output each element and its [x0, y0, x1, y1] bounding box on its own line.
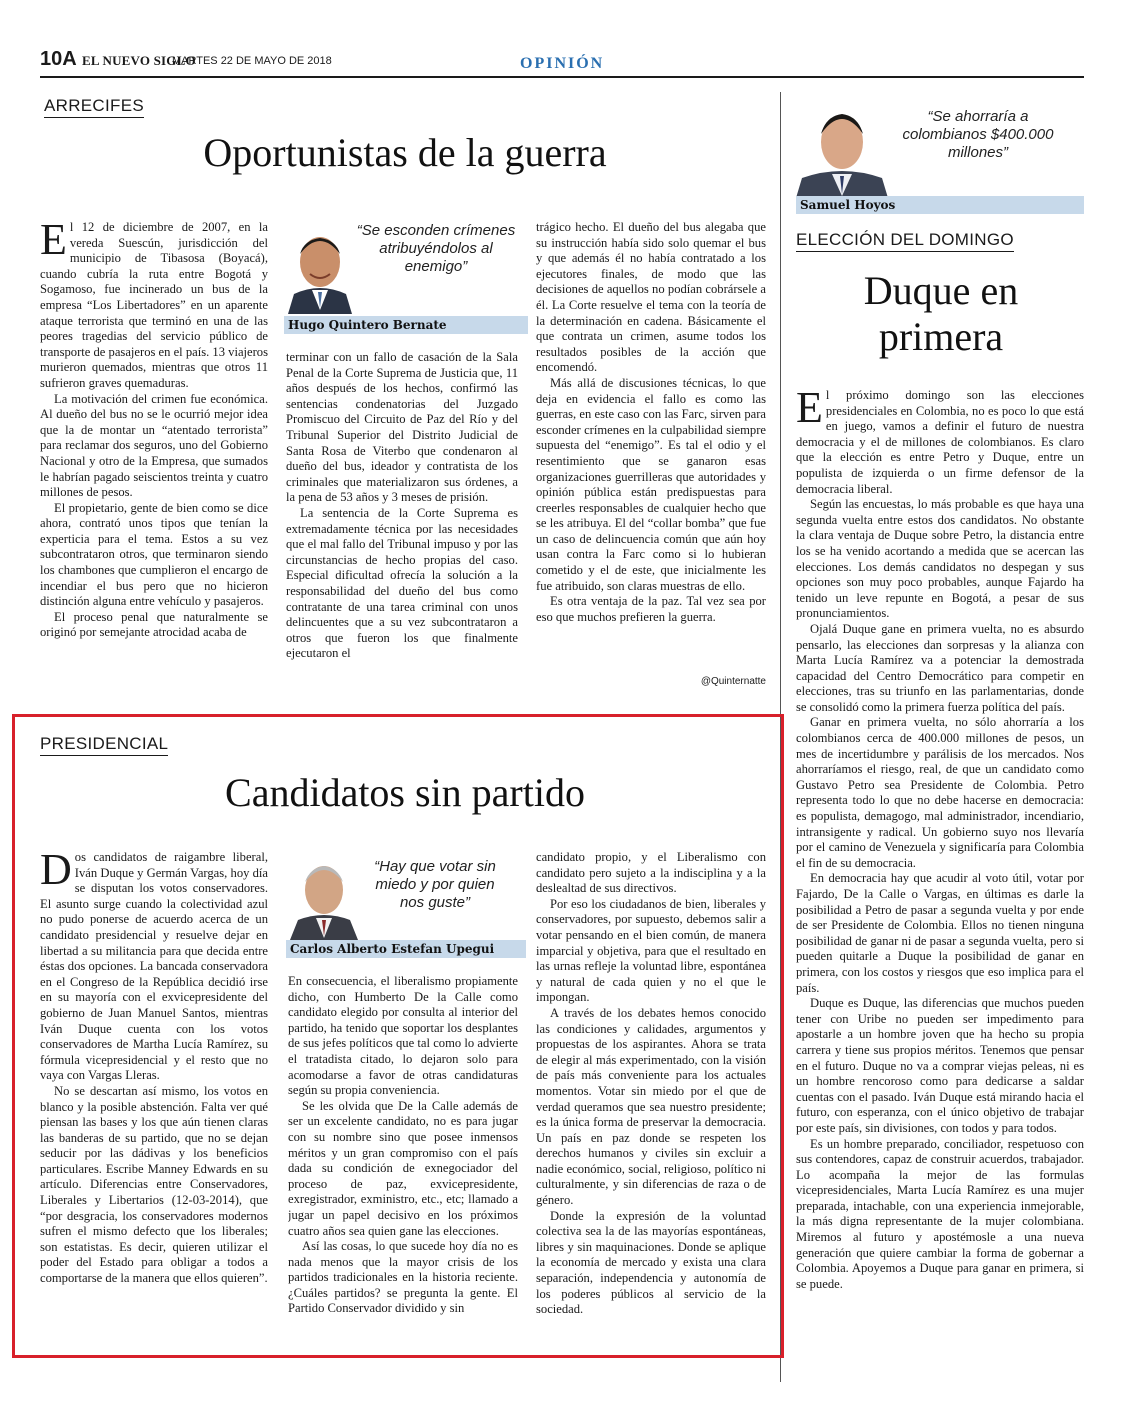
article1-author: Hugo Quintero Bernate [284, 316, 528, 334]
author-handle: @Quinternatte [700, 676, 766, 687]
paragraph: Es un hombre preparado, conciliador, respetuoso con sus contendores, capaz de construir acuerdos, trabajador. Lo acompaña la mejor de las formulas vicepresidenciales, Marta Lucía Ramírez es una mujer preparada, intachable, con una experiencia inmejorable, la más digna representante de la mujer colombiana. Miremos al futuro y apostémosle a una nueva generación que quiere cambiar la forma de gobernar a Colombia. Apoyemos a Duque para ganar en primera, si se puede. [796, 1136, 1084, 1291]
paragraph: El propietario, gente de bien como se dice ahora, contrató unos tipos que tenían la experticia para el tema. Estos a su vez subcontrataron otros, que terminaron siendo los chambones que cumplieron el encargo de incendiar el bus pero que no hicieron distinción alguna entre vehículo y pasajeros. [40, 500, 268, 609]
article3-author: Samuel Hoyos [796, 196, 1084, 214]
article3-body [796, 388, 1084, 1348]
article3-headline-line1: Duque en [863, 268, 1019, 313]
issue-date: MARTES 22 DE MAYO DE 2018 [172, 55, 332, 67]
author-photo-samuel-hoyos [796, 98, 888, 198]
article1-pull-quote: “Se esconden crímenes atribuyéndolos al enemigo” [356, 222, 516, 275]
paragraph: trágico hecho. El dueño del bus alegaba que su instrucción había sido solo quemar el bus y que además él no había contratado a los ejecutores finales, de modo que las decisiones de aquellos no podían cobrársele a él. La Corte resuelve el tema con la teoría de la determinación en cadena. Básicamente el que contrata un crimen, asume todos los resultados posibles de la acción que encomendó. [536, 220, 766, 375]
paragraph: En democracia hay que acudir al voto útil, votar por Fajardo, De la Calle o Vargas, en últimas es darle la posibilidad a Petro de pasar a segunda vuelta y por ende de ser Presidente de Colombia. Ellos no tienen ninguna posibilidad de ganar ni de pasar a segunda vuelta, pero si pueden quitarle a Duque la posibilidad de ganar en primera, con los costos y riesgos que eso implica para el país. [796, 871, 1084, 995]
paragraph: No se descartan así mismo, los votos en blanco y la posible abstención. Falta ver qué piensan las bases y los que aún tienen claras las banderas de su partido, que no se dejan seducir por las dádivas y los beneficios particulares. Escribe Manney Edwards en su artículo. Diferencias entre Conservadores, Liberales y Libertarios (12-03-2014), que “por desgracia, los conservadores modernos sufren el mismo defecto que los liberales; son estatistas. Es decir, quieren utilizar el poder del Estado para obligar a todos a comportarse de la manera que ellos quieren”. [40, 1083, 268, 1286]
article2-kicker: PRESIDENCIAL [40, 734, 168, 756]
paragraph: La motivación del crimen fue económica. Al dueño del bus no se le ocurrió mejor idea que la de montar un “atentado terrorista” para reclamar dos seguros, uno del Gobierno Nacional y otro de la Empresa, que sumados le habrían pagado seiscientos treinta y cuatro millones de pesos. [40, 391, 268, 500]
article2-dropcap: D [40, 850, 72, 894]
paragraph: Ganar en primera vuelta, no sólo ahorraría a los colombianos cerca de 400.000 millones de pesos, un mes de incertidumbre y parálisis de los mercados. Nos ahorraríamos el riesgo, real, de que un candidato como Gustavo Petro sea Presidente de Colombia. Petro representa todo lo que no debe hacerse en democracia: es populista, demagogo, mal administrador, incendiario, intransigente y radical. Un gobierno suyo nos llevaría por el camino de Venezuela y significaría para Colombia el fin de su democracia. [796, 715, 1084, 870]
article2-column-3 [536, 850, 766, 1346]
section-title: OPINIÓN [520, 55, 605, 72]
page-number: 10A [40, 48, 77, 70]
paragraph: Más allá de discusiones técnicas, lo que deja en evidencia el fallo es como las guerras, en este caso con las Farc, sirven para esconder crímenes en la culpabilidad siempre supuesta del “enemigo”. Es tal el odio y el resentimiento que se ganaron esas organizaciones guerrilleras que autoridades y opinión pública están predispuestas para creerles responsables de cualquier hecho que se les atribuya. El del “collar bomba” que fue un caso de delincuencia común que aún hoy usan contra la Farc como si lo hubieran cometido y el de este, que inicialmente les fue atribuido, son claras muestras de ello. [536, 375, 766, 593]
paragraph: En consecuencia, el liberalismo propiamente dicho, con Humberto De la Calle como candidato elegido por consulta al interior del partido, ha tenido que soportar los desplantes de sus jefes políticos que tal como lo advierte el tratadista citado, lo dejaron solo para acomodarse a favor de otras candidaturas según su propia conveniencia. [288, 974, 518, 1098]
article1-column-2 [286, 350, 518, 690]
paragraph: candidato propio, y el Liberalismo con candidato pero sujeto a la indisciplina y a la deslealtad de sus directivos. [536, 850, 766, 896]
paragraph: Así las cosas, lo que sucede hoy día no es nada menos que la mayor crisis de los partidos tradicionales en la historia reciente. ¿Cuáles partidos? se pregunta la gente. El Partido Conservador dividido y sin [288, 1239, 518, 1316]
paragraph: El proceso penal que naturalmente se originó por semejante atrocidad acaba de [40, 609, 268, 640]
article3-dropcap: E [796, 388, 823, 432]
paper-name: EL NUEVO SIGLO [82, 53, 196, 68]
article2-column-2 [288, 974, 518, 1346]
paragraph: La sentencia de la Corte Suprema es extremadamente técnica por las necesidades que el mal fallo del Tribunal impuso y por las circunstancias de hecho propias del caso. Especial dificultad ofrecía la solución a la responsabilidad del dueño del bus como contratante de una tarea criminal con unos delincuentes que a su vez subcontrataron a otros que fueron los que finalmente ejecutaron el [286, 505, 518, 661]
paragraph: Se les olvida que De la Calle además de ser un excelente candidato, no es para jugar con su nombre sino que posee inmensos méritos y un gran compromiso con el país dada su condición de exnegociador del proceso de paz, exvicepresidente, exregistrador, exministro, etc., etc; llamado a jugar un papel decisivo en los próximos cuatro años sea quien gane las elecciones. [288, 1098, 518, 1238]
paragraph: Duque es Duque, las diferencias que muchos pueden tener con Uribe no pueden ser impedimento para apostarle a un hombre joven que ha hecho su propia carrera y tiene sus propios méritos. Tenemos que pensar en el futuro. Duque no va a comprar viejas peleas, ni es un hombre rencoroso como para dedicarse a saldar cuentas con el pasado. Iván Duque está mirando hacia el futuro, con esperanza, con el único objetivo de trabajar por este país, sin divisiones, con todos y para todos. [796, 996, 1084, 1135]
article3-kicker: ELECCIÓN DEL DOMINGO [796, 230, 1014, 252]
article1-column-3 [536, 220, 766, 672]
paragraph: os candidatos de raigambre liberal, Iván Duque y Germán Vargas, hoy día se disputan los votos conservadores. El asunto surge cuando la colectividad azul no pudo ponerse de acuerdo acerca de un candidato presidencial y resuelve dejar en libertad a su militancia para que decida entre éstas dos opciones. La bancada conservadora en el Congreso de la República decidió irse en su mayoría con el exvicepresidente del gobierno de Juan Manuel Santos, mientras Iván Duque cuenta con los votos conservadores de Martha Lucía Ramírez, su fórmula vicepresidencial y el resto que no vaya con Vargas Lleras. [40, 850, 268, 1083]
article1-column-1 [40, 220, 268, 690]
article2-headline: Candidatos sin partido [225, 770, 585, 815]
paragraph: Ojalá Duque gane en primera vuelta, no es absurdo pensarlo, las elecciones dan sorpresas y la alianza con Marta Lucía Ramírez va a potenciar la demostrada capacidad del Centro Democrático para competir en elecciones, tras su triunfo en las parlamentarias, donde se consolidó como la primera fuerza política del país. [796, 621, 1084, 714]
paragraph: Donde la expresión de la voluntad colectiva sea la de las mayorías espontáneas, libres y sin maquinaciones. Donde se aplique la economía de mercado y exista una clara separación, independencia y autonomía de los poderes públicos al servicio de la sociedad. [536, 1208, 766, 1317]
paragraph: terminar con un fallo de casación de la Sala Penal de la Corte Suprema de Justicia que, 11 años después de los hechos, confirmó las sentencias condenatorias del Juzgado Promiscuo del Circuito de Paz del Río y del Tribunal Superior del Distrito Judicial de Santa Rosa de Viterbo que condenaron al dueño del bus, ideador y contratista de los criminales que materializaron sus órdenes, a la pena de 53 años y 3 meses de prisión. [286, 350, 518, 505]
masthead-rule [40, 76, 1084, 78]
paragraph: l próximo domingo son las elecciones presidenciales en Colombia, no es poco lo que está en juego, vamos a definir el futuro de nuestra democracia y el de millones de colombianos. Es claro que la elección es entre Petro y Duque, entre un populista de izquierda o un firme defensor de la democracia liberal. [796, 388, 1084, 496]
article2-author: Carlos Alberto Estefan Upegui [286, 940, 526, 958]
article2-column-1 [40, 850, 268, 1346]
paragraph: Por eso los ciudadanos de bien, liberales y conservadores, por supuesto, debemos salir a votar pensando en el bien común, de manera imparcial y objetiva, para que el resultado en las urnas refleje la voluntad libre, espontánea y natural de cada quien y no el que le impongan. [536, 896, 766, 1005]
article1-headline: Oportunistas de la guerra [203, 130, 607, 175]
article1-kicker: ARRECIFES [44, 96, 144, 118]
author-photo-carlos-estefan [288, 852, 360, 940]
article3-headline [796, 268, 1086, 360]
article2-pull-quote: “Hay que votar sin miedo y por quien nos guste” [374, 858, 496, 911]
article3-headline-line2: primera [878, 314, 1004, 359]
article1-dropcap: E [40, 220, 67, 264]
paragraph: A través de los debates hemos conocido las condiciones y calidades, argumentos y propuestas de los aspirantes. Ahora se trata de elegir al más experimentado, con la visión de país más conveniente para los actuales momentos. Votar sin miedo por el que de verdad queramos que sea nuestro presidente; es la única forma de preservar la democracia. Un país en paz donde se respeten los derechos humanos y civiles sin excluir a nadie económico, social, religioso, político ni culturalmente, y sin diferencias de raza o de género. [536, 1005, 766, 1208]
paragraph: Según las encuestas, lo más probable es que haya una segunda vuelta entre estos dos candidatos. No obstante la clara ventaja de Duque sobre Petro, la distancia entre los se ha venido acortando a medida que se acercan las elecciones. Los demás candidatos no despegan y sus opciones son muy poco probables, aunque Fajardo ha tenido un leve repunte en Bogotá, a pesar de sus pronunciamientos. [796, 497, 1084, 621]
paragraph: l 12 de diciembre de 2007, en la vereda Suescún, jurisdicción del municipio de Tibasosa (Boyacá), cuando cubría la ruta entre Bogotá y Sogamoso, fue incinerado un bus de la empresa “Los Libertadores” en un aparente ataque terrorista que terminó en una de las peores tragedias del servicio público de transporte de pasajeros en el país. 13 viajeros murieron quemados, mientras que otros 11 sufrieron graves quemaduras. [40, 220, 268, 390]
article3-pull-quote: “Se ahorraría a colombianos $400.000 millones” [902, 108, 1054, 161]
paragraph: Es otra ventaja de la paz. Tal vez sea por eso que muchos prefieren la guerra. [536, 594, 766, 624]
author-photo-hugo-quintero [284, 222, 356, 314]
